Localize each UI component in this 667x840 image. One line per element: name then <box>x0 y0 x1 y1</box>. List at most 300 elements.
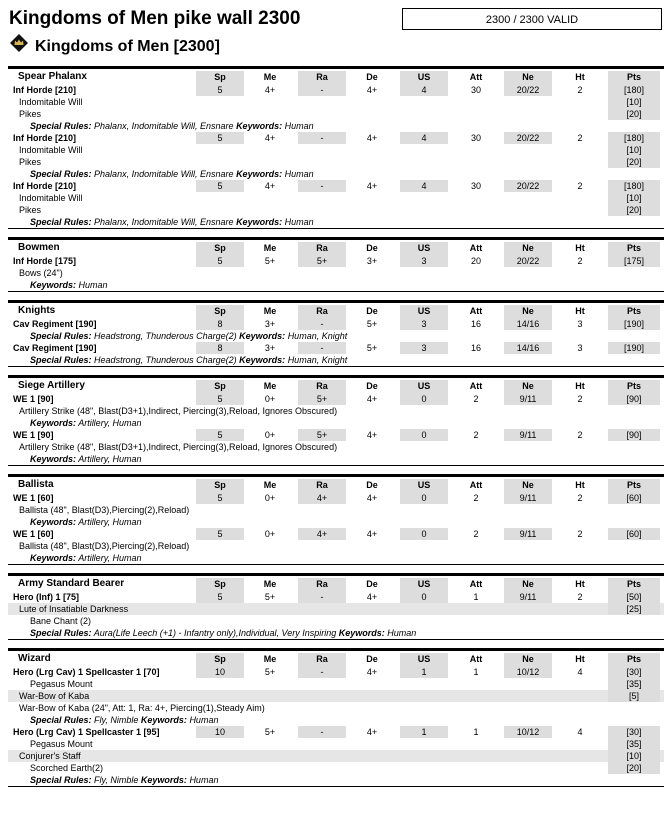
stat-value: [90] <box>608 393 660 405</box>
stat-value: [190] <box>608 342 660 354</box>
upgrade-text: Artillery Strike (48", Blast(D3+1),Indirect, Piercing(3),Reload, Ignores Obscured) <box>19 442 338 452</box>
special-rules-label: Special Rules: <box>30 169 92 179</box>
stat-header: Pts <box>608 653 660 666</box>
stat-header: Ra <box>298 578 346 591</box>
stat-value: - <box>298 591 346 603</box>
keywords-text: Human <box>387 628 417 638</box>
stat-value: 4+ <box>366 529 378 539</box>
stat-header: Ne <box>504 479 552 492</box>
stat-value: 20/22 <box>504 180 552 192</box>
stat-value: 4 <box>400 132 448 144</box>
stat-header: Ht <box>575 480 585 490</box>
upgrade-text: Artillery Strike (48", Blast(D3+1),Indirect, Piercing(3),Reload, Ignores Obscured) <box>19 406 338 416</box>
stat-header: Ht <box>575 579 585 589</box>
section-header <box>8 378 664 393</box>
keywords-label: Keywords: <box>239 331 286 341</box>
stat-value: 0+ <box>264 493 276 503</box>
stat-header: Ra <box>298 653 346 666</box>
keywords-label: Keywords: <box>140 715 187 725</box>
stat-header: Ra <box>298 305 346 318</box>
stat-value: 2 <box>577 430 583 440</box>
stat-value: 1 <box>473 667 479 677</box>
rules-row <box>8 120 664 132</box>
stat-value: 4+ <box>366 394 378 404</box>
stat-header: Pts <box>608 578 660 591</box>
stat-header: Ht <box>575 72 585 82</box>
stat-header: Pts <box>608 71 660 84</box>
special-rules-label: Special Rules: <box>30 217 92 227</box>
stat-value: 20 <box>470 256 481 266</box>
stat-value: 2 <box>577 493 583 503</box>
upgrade-points: [20] <box>608 108 660 120</box>
validity-box: 2300 / 2300 VALID <box>402 8 662 30</box>
rules-row <box>8 279 664 291</box>
stat-value: 2 <box>577 394 583 404</box>
stat-value: 3 <box>400 318 448 330</box>
stat-value: 1 <box>473 727 479 737</box>
unit-name: WE 1 [60] <box>13 493 54 503</box>
unit-section <box>8 237 664 292</box>
stat-value: 16 <box>470 343 481 353</box>
unit-name: Inf Horde [210] <box>13 133 77 143</box>
stat-value: 2 <box>577 592 583 602</box>
stat-value: 4+ <box>366 493 378 503</box>
stat-header: Pts <box>608 242 660 255</box>
army-list <box>8 66 664 795</box>
upgrade-row <box>8 615 664 627</box>
upgrade-text: Indomitable Will <box>19 193 83 203</box>
stat-header: Me <box>263 381 277 391</box>
stat-value: 4+ <box>366 727 378 737</box>
upgrade-points: [20] <box>608 204 660 216</box>
keywords-text: Human <box>189 715 219 725</box>
stat-value: 4+ <box>264 85 276 95</box>
keywords-label: Keywords: <box>338 628 385 638</box>
stat-value: 3+ <box>264 319 276 329</box>
stat-value: 16 <box>470 319 481 329</box>
stat-value: 4+ <box>366 133 378 143</box>
stat-value: 5+ <box>366 343 378 353</box>
keywords-label: Keywords: <box>30 553 77 563</box>
stat-value: 2 <box>473 430 479 440</box>
stat-value: - <box>298 84 346 96</box>
stat-value: - <box>298 342 346 354</box>
stat-header: Att <box>469 654 483 664</box>
stat-value: 4+ <box>366 667 378 677</box>
keywords-text: Artillery, Human <box>78 517 142 527</box>
upgrade-row <box>8 738 664 750</box>
upgrade-text: Ballista (48", Blast(D3),Piercing(2),Reload) <box>19 505 190 515</box>
stat-value: 5+ <box>298 429 346 441</box>
stat-value: 0+ <box>264 529 276 539</box>
special-rules-label: Special Rules: <box>30 355 92 365</box>
list-title: Kingdoms of Men pike wall 2300 <box>9 8 301 29</box>
section-name: Ballista <box>18 479 54 490</box>
stat-value: [90] <box>608 429 660 441</box>
stat-value: 5+ <box>264 256 276 266</box>
unit-row <box>8 666 664 678</box>
special-rules-text: Phalanx, Indomitable Will, Ensnare <box>94 217 234 227</box>
section-name: Spear Phalanx <box>18 71 87 82</box>
stat-value: 4+ <box>366 85 378 95</box>
stat-header: US <box>400 71 448 84</box>
stat-header: Me <box>263 579 277 589</box>
unit-name: Cav Regiment [190] <box>13 343 97 353</box>
upgrade-row <box>8 690 664 702</box>
upgrade-points: [35] <box>608 738 660 750</box>
upgrade-row <box>8 108 664 120</box>
unit-name: Cav Regiment [190] <box>13 319 97 329</box>
upgrade-text: Indomitable Will <box>19 145 83 155</box>
upgrade-row <box>8 156 664 168</box>
unit-row <box>8 492 664 504</box>
stat-value: 5 <box>196 393 244 405</box>
unit-row <box>8 255 664 267</box>
stat-header: Ne <box>504 242 552 255</box>
keywords-text: Human <box>284 121 314 131</box>
stat-header: US <box>400 380 448 393</box>
stat-value: 5 <box>196 591 244 603</box>
stat-header: Ra <box>298 71 346 84</box>
stat-value: 20/22 <box>504 132 552 144</box>
unit-row <box>8 429 664 441</box>
upgrade-points: [20] <box>608 156 660 168</box>
section-header <box>8 651 664 666</box>
rules-row <box>8 774 664 786</box>
upgrade-text: Conjurer's Staff <box>19 751 81 761</box>
stat-value: 8 <box>196 342 244 354</box>
unit-section <box>8 375 664 466</box>
stat-value: 3+ <box>264 343 276 353</box>
unit-name: Hero (Lrg Cav) 1 Spellcaster 1 [70] <box>13 667 160 677</box>
stat-header: Pts <box>608 305 660 318</box>
stat-header: De <box>366 381 378 391</box>
stat-value: 4+ <box>298 528 346 540</box>
unit-row <box>8 318 664 330</box>
stat-header: Att <box>469 72 483 82</box>
upgrade-row <box>8 192 664 204</box>
stat-header: Pts <box>608 479 660 492</box>
stat-value: 9/11 <box>504 492 552 504</box>
rules-row <box>8 354 664 366</box>
section-name: Army Standard Bearer <box>18 578 125 589</box>
stat-value: 4+ <box>264 181 276 191</box>
stat-header: Sp <box>196 71 244 84</box>
special-rules-text: Headstrong, Thunderous Charge(2) <box>94 355 237 365</box>
stat-value: 10 <box>196 666 244 678</box>
upgrade-points: [10] <box>608 750 660 762</box>
unit-section <box>8 474 664 565</box>
stat-header: De <box>366 243 378 253</box>
stat-header: Att <box>469 306 483 316</box>
upgrade-points: [20] <box>608 762 660 774</box>
army-crown-icon <box>9 33 29 53</box>
stat-value: [60] <box>608 492 660 504</box>
stat-value: 4 <box>400 180 448 192</box>
upgrade-row <box>8 204 664 216</box>
stat-value: - <box>298 132 346 144</box>
unit-name: Hero (Lrg Cav) 1 Spellcaster 1 [95] <box>13 727 160 737</box>
upgrade-text: Pegasus Mount <box>30 679 93 689</box>
stat-header: US <box>400 242 448 255</box>
rules-row <box>8 714 664 726</box>
stat-header: Me <box>263 72 277 82</box>
rules-row <box>8 417 664 429</box>
special-rules-label: Special Rules: <box>30 715 92 725</box>
upgrade-row <box>8 762 664 774</box>
section-name: Siege Artillery <box>18 380 85 391</box>
stat-value: 3+ <box>366 256 378 266</box>
stat-header: Ra <box>298 380 346 393</box>
stat-value: - <box>298 180 346 192</box>
stat-value: 5 <box>196 255 244 267</box>
special-rules-label: Special Rules: <box>30 121 92 131</box>
keywords-text: Human <box>284 169 314 179</box>
stat-value: 5 <box>196 84 244 96</box>
stat-value: 4 <box>577 667 583 677</box>
stat-value: 5 <box>196 132 244 144</box>
stat-header: Me <box>263 243 277 253</box>
unit-section <box>8 300 664 367</box>
stat-value: 5+ <box>298 393 346 405</box>
unit-name: Inf Horde [175] <box>13 256 77 266</box>
stat-value: 3 <box>577 343 583 353</box>
stat-value: - <box>298 726 346 738</box>
unit-row <box>8 342 664 354</box>
stat-header: Att <box>469 480 483 490</box>
keywords-text: Human <box>189 775 219 785</box>
rules-row <box>8 516 664 528</box>
stat-header: De <box>366 306 378 316</box>
upgrade-row <box>8 144 664 156</box>
upgrade-row <box>8 750 664 762</box>
stat-value: 0 <box>400 393 448 405</box>
stat-value: 20/22 <box>504 84 552 96</box>
upgrade-row <box>8 603 664 615</box>
special-rules-text: Phalanx, Indomitable Will, Ensnare <box>94 121 234 131</box>
stat-header: US <box>400 305 448 318</box>
stat-value: 1 <box>400 666 448 678</box>
section-header <box>8 69 664 84</box>
stat-value: 2 <box>473 394 479 404</box>
stat-value: 4+ <box>366 592 378 602</box>
stat-value: 3 <box>577 319 583 329</box>
section-name: Bowmen <box>18 242 60 253</box>
stat-value: - <box>298 318 346 330</box>
stat-header: Att <box>469 381 483 391</box>
keywords-text: Artillery, Human <box>78 454 142 464</box>
stat-value: 0 <box>400 429 448 441</box>
stat-header: Sp <box>196 479 244 492</box>
unit-name: Inf Horde [210] <box>13 85 77 95</box>
section-name: Wizard <box>18 653 51 664</box>
army-title: Kingdoms of Men [2300] <box>35 38 220 55</box>
stat-value: 10 <box>196 726 244 738</box>
stat-value: 10/12 <box>504 726 552 738</box>
section-header <box>8 240 664 255</box>
upgrade-row <box>8 678 664 690</box>
stat-value: 4+ <box>298 492 346 504</box>
stat-value: 5+ <box>298 255 346 267</box>
stat-value: 5 <box>196 492 244 504</box>
section-header <box>8 303 664 318</box>
stat-header: Ne <box>504 578 552 591</box>
special-rules-label: Special Rules: <box>30 628 92 638</box>
rules-row <box>8 330 664 342</box>
stat-value: 1 <box>400 726 448 738</box>
stat-value: 9/11 <box>504 393 552 405</box>
stat-value: 0+ <box>264 430 276 440</box>
stat-value: [180] <box>608 84 660 96</box>
stat-value: 2 <box>577 181 583 191</box>
stat-value: 5+ <box>366 319 378 329</box>
stat-header: De <box>366 654 378 664</box>
unit-name: WE 1 [90] <box>13 430 54 440</box>
stat-header: Me <box>263 306 277 316</box>
rules-row <box>8 453 664 465</box>
stat-value: 9/11 <box>504 528 552 540</box>
keywords-label: Keywords: <box>30 418 77 428</box>
upgrade-text: Pegasus Mount <box>30 739 93 749</box>
upgrade-row <box>8 504 664 516</box>
stat-value: 10/12 <box>504 666 552 678</box>
stat-header: Ht <box>575 381 585 391</box>
unit-row <box>8 591 664 603</box>
stat-value: 8 <box>196 318 244 330</box>
upgrade-text: War-Bow of Kaba (24", Att: 1, Ra: 4+, Piercing(1),Steady Aim) <box>19 703 265 713</box>
unit-row <box>8 528 664 540</box>
stat-header: Ne <box>504 305 552 318</box>
keywords-label: Keywords: <box>236 169 283 179</box>
stat-value: - <box>298 666 346 678</box>
stat-header: Ht <box>575 306 585 316</box>
section-header <box>8 477 664 492</box>
unit-row <box>8 180 664 192</box>
stat-header: Ra <box>298 242 346 255</box>
upgrade-row <box>8 441 664 453</box>
stat-value: 14/16 <box>504 342 552 354</box>
upgrade-points: [10] <box>608 192 660 204</box>
stat-value: 5+ <box>264 667 276 677</box>
stat-header: US <box>400 653 448 666</box>
stat-value: 30 <box>470 133 481 143</box>
upgrade-text: Scorched Earth(2) <box>30 763 104 773</box>
stat-value: 2 <box>577 85 583 95</box>
keywords-text: Artillery, Human <box>78 418 142 428</box>
upgrade-row <box>8 702 664 714</box>
stat-value: 30 <box>470 85 481 95</box>
stat-header: US <box>400 578 448 591</box>
stat-header: Att <box>469 243 483 253</box>
upgrade-text: Pikes <box>19 205 42 215</box>
upgrade-points: [10] <box>608 144 660 156</box>
stat-header: Ne <box>504 380 552 393</box>
special-rules-text: Fly, Nimble <box>94 775 139 785</box>
section-name: Knights <box>18 305 56 316</box>
keywords-text: Human, Knight <box>287 355 348 365</box>
stat-header: Ht <box>575 243 585 253</box>
upgrade-text: Indomitable Will <box>19 97 83 107</box>
stat-value: 4 <box>400 84 448 96</box>
stat-header: Ht <box>575 654 585 664</box>
upgrade-row <box>8 405 664 417</box>
stat-value: 0+ <box>264 394 276 404</box>
stat-value: 3 <box>400 342 448 354</box>
keywords-label: Keywords: <box>236 217 283 227</box>
upgrade-points: [5] <box>608 690 660 702</box>
stat-value: 1 <box>473 592 479 602</box>
unit-row <box>8 84 664 96</box>
unit-name: WE 1 [60] <box>13 529 54 539</box>
stat-value: 2 <box>577 133 583 143</box>
stat-value: 0 <box>400 591 448 603</box>
stat-value: [50] <box>608 591 660 603</box>
rules-row <box>8 552 664 564</box>
upgrade-text: War-Bow of Kaba <box>19 691 90 701</box>
special-rules-label: Special Rules: <box>30 331 92 341</box>
stat-value: 9/11 <box>504 591 552 603</box>
keywords-label: Keywords: <box>140 775 187 785</box>
stat-header: Sp <box>196 653 244 666</box>
stat-header: Sp <box>196 578 244 591</box>
stat-value: 14/16 <box>504 318 552 330</box>
keywords-text: Human, Knight <box>287 331 348 341</box>
stat-value: 2 <box>473 529 479 539</box>
stat-value: [30] <box>608 726 660 738</box>
stat-value: 4+ <box>366 181 378 191</box>
stat-value: 2 <box>473 493 479 503</box>
stat-value: 0 <box>400 528 448 540</box>
special-rules-text: Fly, Nimble <box>94 715 139 725</box>
stat-header: Me <box>263 654 277 664</box>
unit-section <box>8 573 664 640</box>
stat-value: 20/22 <box>504 255 552 267</box>
stat-value: 4 <box>577 727 583 737</box>
stat-value: [180] <box>608 180 660 192</box>
stat-header: Sp <box>196 380 244 393</box>
upgrade-points: [10] <box>608 96 660 108</box>
stat-header: Ra <box>298 479 346 492</box>
upgrade-text: Pikes <box>19 157 42 167</box>
special-rules-label: Special Rules: <box>30 775 92 785</box>
unit-name: Inf Horde [210] <box>13 181 77 191</box>
upgrade-points: [35] <box>608 678 660 690</box>
stat-value: 5 <box>196 429 244 441</box>
stat-header: Sp <box>196 242 244 255</box>
stat-value: 5+ <box>264 592 276 602</box>
stat-value: [190] <box>608 318 660 330</box>
stat-value: 5 <box>196 180 244 192</box>
keywords-label: Keywords: <box>236 121 283 131</box>
section-header <box>8 576 664 591</box>
stat-header: De <box>366 72 378 82</box>
keywords-text: Human <box>78 280 108 290</box>
special-rules-text: Aura(Life Leech (+1) - Infantry only),Individual, Very Inspiring <box>93 628 337 638</box>
stat-value: [60] <box>608 528 660 540</box>
stat-header: US <box>400 479 448 492</box>
stat-value: 4+ <box>366 430 378 440</box>
stat-value: 9/11 <box>504 429 552 441</box>
upgrade-text: Pikes <box>19 109 42 119</box>
keywords-label: Keywords: <box>239 355 286 365</box>
stat-header: Att <box>469 579 483 589</box>
keywords-label: Keywords: <box>30 517 77 527</box>
stat-header: Pts <box>608 380 660 393</box>
stat-header: De <box>366 480 378 490</box>
rules-row <box>8 627 664 639</box>
unit-section <box>8 66 664 229</box>
upgrade-text: Bows (24") <box>19 268 63 278</box>
